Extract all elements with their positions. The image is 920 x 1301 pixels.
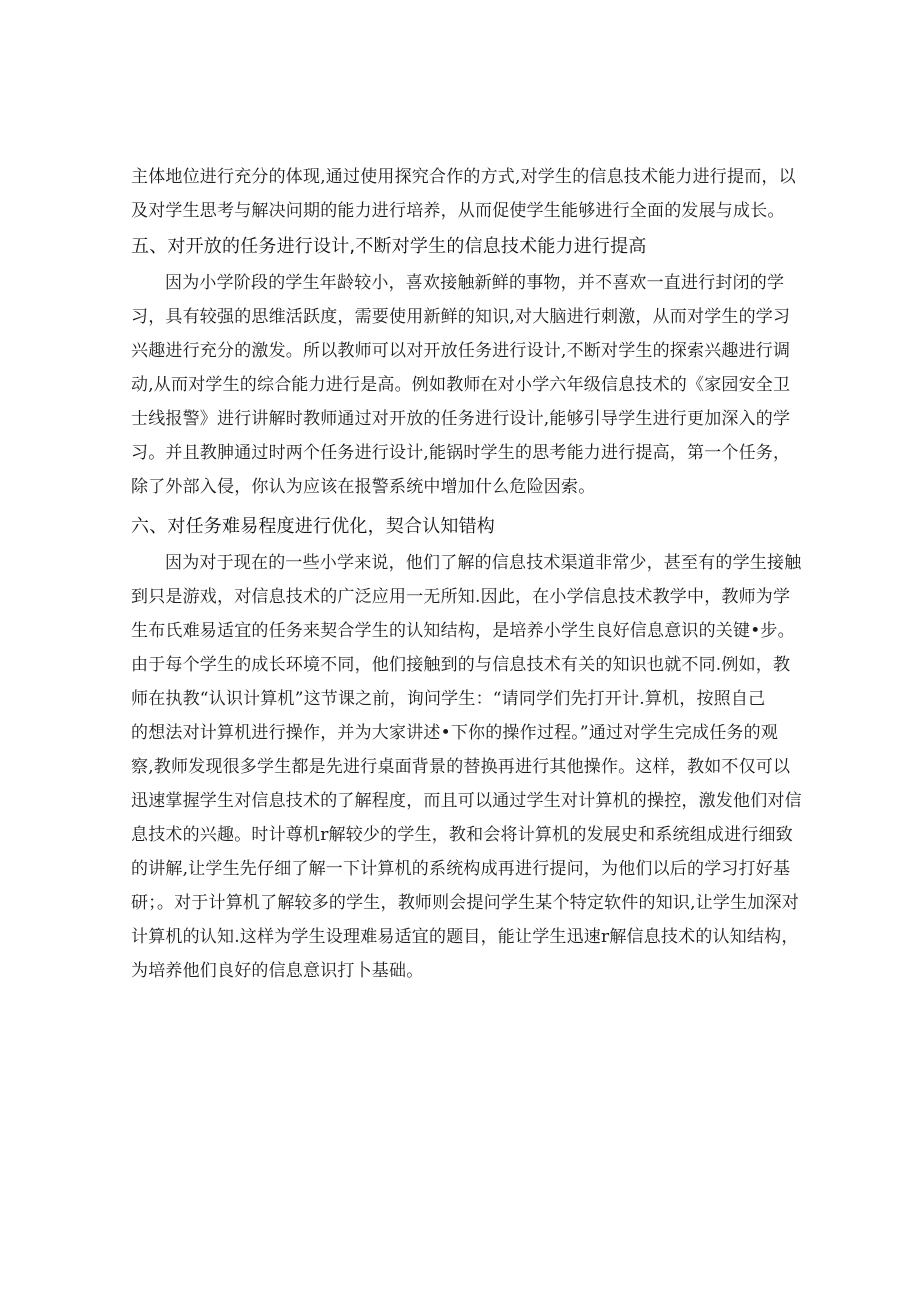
paragraph-line: 的讲解,让学生先仔细了解一下计算机的系统构成再进行提问，为他们以后的学习打好基	[131, 859, 791, 879]
section-heading: 六、对任务难易程度进行优化，契合认知错构	[131, 516, 495, 537]
paragraph-line: 因为对于现在的一些小学来说，他们了解的信息技术渠道非常少，甚至有的学生接触	[165, 553, 802, 573]
paragraph-line: 息技术的兴趣。时计尊机r解较少的学生，教和会将计算机的发展史和系统组成进行细致	[131, 825, 793, 845]
paragraph-line: 动,从而对学生的综合能力进行是高。例如教师在对小学六年级信息技术的《家园安全卫	[131, 375, 791, 395]
paragraph-line: 师在执教“认识计算机”这节课之前，询问学生：“请同学们先打开计.算机，按照自己	[131, 689, 766, 709]
intro-paragraph	[131, 160, 795, 228]
paragraph-line: 察,教师发现很多学生都是先进行桌面背景的替换再进行其他操作。这样，教如不仅可以	[131, 757, 791, 777]
document-page	[131, 160, 802, 988]
section-6	[131, 508, 802, 988]
section-heading: 五、对开放的任务进行设计,不断对学生的信息技术能力进行提高	[131, 236, 647, 257]
section-5	[131, 228, 795, 504]
paragraph-line: 由于每个学生的成长环境不同，他们接触到的与信息技术有关的知识也就不同.例如，教	[131, 655, 791, 675]
paragraph-line: 习，具有较强的思维活跃度，需要使用新鲜的知识,对大脑进行刺激，从而对学生的学习	[131, 307, 791, 327]
paragraph-line: 的想法对计算机进行操作，并为大家讲述•下你的操作过程。”通过对学生完成任务的观	[131, 723, 779, 743]
paragraph-line: 因为小学阶段的学生年龄较小，喜欢接触新鲜的事物，并不喜欢一直进行封闭的学	[165, 273, 785, 293]
paragraph-line: 计算机的认知.这样为学生设理难易适宜的题目，能让学生迅速r解信息技术的认知结构，	[131, 927, 799, 947]
paragraph-line: 主体地位进行充分的体现,通过使用探究合作的方式,对学生的信息技术能力进行提而，以	[131, 167, 796, 187]
paragraph-line: 除了外部入侵，你认为应该在报警系统中增加什么危险因索。	[131, 477, 596, 497]
paragraph-line: 到只是游戏，对信息技术的广泛应用一无所知.因此，在小学信息技术教学中，教师为学	[131, 587, 791, 607]
paragraph-line: 迅速掌握学生对信息技术的了解程度，而且可以通过学生对计算机的操控，激发他们对信	[131, 791, 802, 811]
paragraph-line: 生布氏难易适宜的任务来契合学生的认知结构，是培养小学生良好信息意识的关键•步。	[131, 621, 795, 641]
paragraph-line: 兴趣进行充分的激发。所以教师可以对开放任务进行设计,不断对学生的探索兴趣进行调	[131, 341, 791, 361]
paragraph-line: 及对学生思考与解决问期的能力进行培养，从而促使学生能够进行全面的发展与成长。	[131, 201, 785, 221]
paragraph-line: 研；。对于计算机了解较多的学生，教师则会提问学生某个特定软件的知识,让学生加深对	[131, 893, 799, 913]
paragraph-line: 士线报警》进行讲解时教师通过对开放的任务进行设计,能够引导学生进行更加深入的学	[131, 409, 791, 429]
paragraph-line: 习。并且教胂通过时两个任务进行设计,能锅时学生的思考能力进行提高，第一个任务，	[131, 443, 791, 463]
paragraph-line: 为培养他们良好的信息意识打卜基础。	[131, 961, 424, 981]
